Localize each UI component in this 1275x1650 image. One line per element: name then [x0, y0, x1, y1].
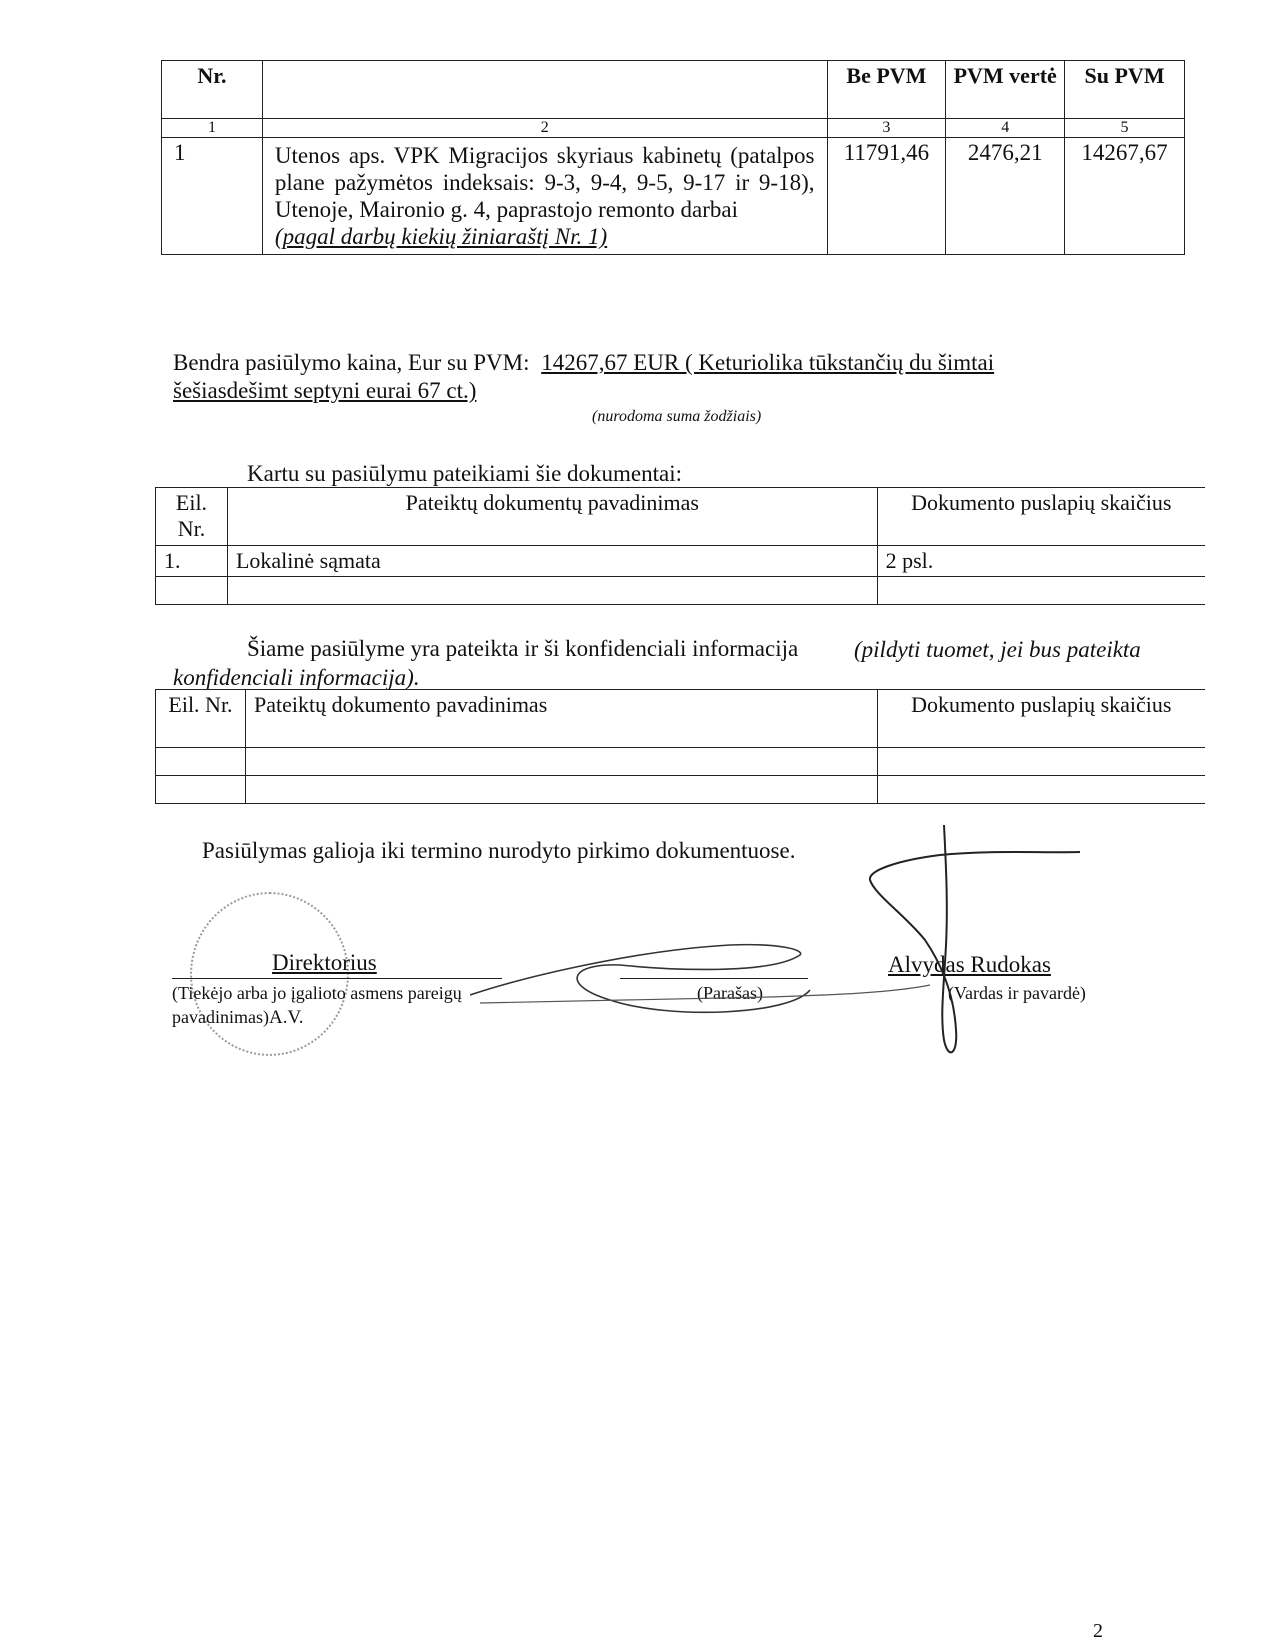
index-cell: 2 — [262, 119, 827, 138]
docs-header-nr: Eil. Nr. — [156, 488, 228, 546]
total-line-1 — [173, 350, 994, 376]
docs-cell-pages: 2 psl. — [877, 546, 1205, 577]
header-be-pvm: Be PVM — [827, 61, 946, 119]
row-pvm-verte: 2476,21 — [946, 138, 1065, 255]
conf-header-name: Pateiktų dokumento pavadinimas — [245, 690, 877, 748]
conf-header-nr: Eil. Nr. — [156, 690, 246, 748]
validity-text: Pasiūlymas galioja iki termino nurodyto pirkimo dokumentuose. — [202, 838, 796, 863]
conf-cell-pages — [877, 776, 1205, 804]
total-label: Bendra pasiūlymo kaina, Eur su PVM: — [173, 350, 530, 375]
docs-cell-nr: 1. — [156, 546, 228, 577]
row-description-cell — [262, 138, 827, 255]
row-be-pvm: 11791,46 — [827, 138, 946, 255]
table-row — [162, 138, 1185, 255]
row-nr: 1 — [162, 138, 263, 255]
index-cell: 1 — [162, 119, 263, 138]
docs-cell-name — [227, 577, 877, 605]
position-line — [172, 952, 502, 979]
page-number: 2 — [1093, 1620, 1103, 1642]
position-name: Direktorius — [272, 950, 377, 975]
confidential-intro-text: Šiame pasiūlyme yra pateikta ir ši konfidenciali informacija — [247, 636, 799, 661]
row-description: Utenos aps. VPK Migracijos skyriaus kabinetų (patalpos plane pažymėtos indeksais: 9-3, 9-4, 9-5, 9-17 ir 9-18), Utenoje, Maironio g. 4, paprastojo remonto darbai — [274, 143, 815, 222]
documents-intro: Kartu su pasiūlymu pateikiami šie dokumentai: — [247, 461, 683, 486]
row-reference: (pagal darbų kiekių žiniaraštį Nr. 1) — [274, 224, 608, 249]
header-description — [262, 61, 827, 119]
name-caption: (Vardas ir pavardė) — [948, 983, 1086, 1003]
docs-cell-pages — [877, 577, 1205, 605]
conf-cell-nr — [156, 748, 246, 776]
docs-header-pages: Dokumento puslapių skaičius — [877, 488, 1205, 546]
signature-caption: (Parašas) — [697, 983, 763, 1003]
position-caption-2 — [172, 1007, 303, 1029]
header-pvm-verte: PVM vertė — [946, 61, 1065, 119]
index-cell: 4 — [946, 119, 1065, 138]
docs-cell-nr — [156, 577, 228, 605]
documents-table — [155, 487, 1205, 605]
header-su-pvm: Su PVM — [1065, 61, 1185, 119]
conf-cell-pages — [877, 748, 1205, 776]
table-row — [156, 577, 1206, 605]
docs-header-name: Pateiktų dokumentų pavadinimas — [227, 488, 877, 546]
table-row — [156, 776, 1206, 804]
total-value-1: 14267,67 EUR ( Keturiolika tūkstančių du šimtai — [541, 350, 995, 375]
index-cell: 3 — [827, 119, 946, 138]
index-cell: 5 — [1065, 119, 1185, 138]
total-value-2: šešiasdešimt septyni eurai 67 ct.) — [173, 378, 477, 403]
total-note: (nurodoma suma žodžiais) — [592, 408, 762, 425]
docs-cell-name: Lokalinė sąmata — [227, 546, 877, 577]
handwritten-signature-icon — [470, 825, 1090, 1065]
confidential-intro-italic: (pildyti tuomet, jei bus pateikta konfidenciali informacija). — [173, 637, 1141, 690]
position-caption-1: (Tiekėjo arba jo įgalioto asmens pareigų — [172, 983, 462, 1003]
signer-name-text: Alvydas Rudokas — [888, 952, 1051, 977]
conf-cell-name — [245, 748, 877, 776]
header-nr: Nr. — [162, 61, 263, 119]
table-row — [156, 546, 1206, 577]
position-caption-2-text: pavadinimas) — [172, 1007, 269, 1027]
conf-cell-name — [245, 776, 877, 804]
price-table — [161, 60, 1185, 255]
table-row — [156, 748, 1206, 776]
confidential-table — [155, 689, 1205, 804]
av-label: A.V. — [268, 1007, 304, 1028]
conf-cell-nr — [156, 776, 246, 804]
conf-header-pages: Dokumento puslapių skaičius — [877, 690, 1205, 748]
row-su-pvm: 14267,67 — [1065, 138, 1185, 255]
